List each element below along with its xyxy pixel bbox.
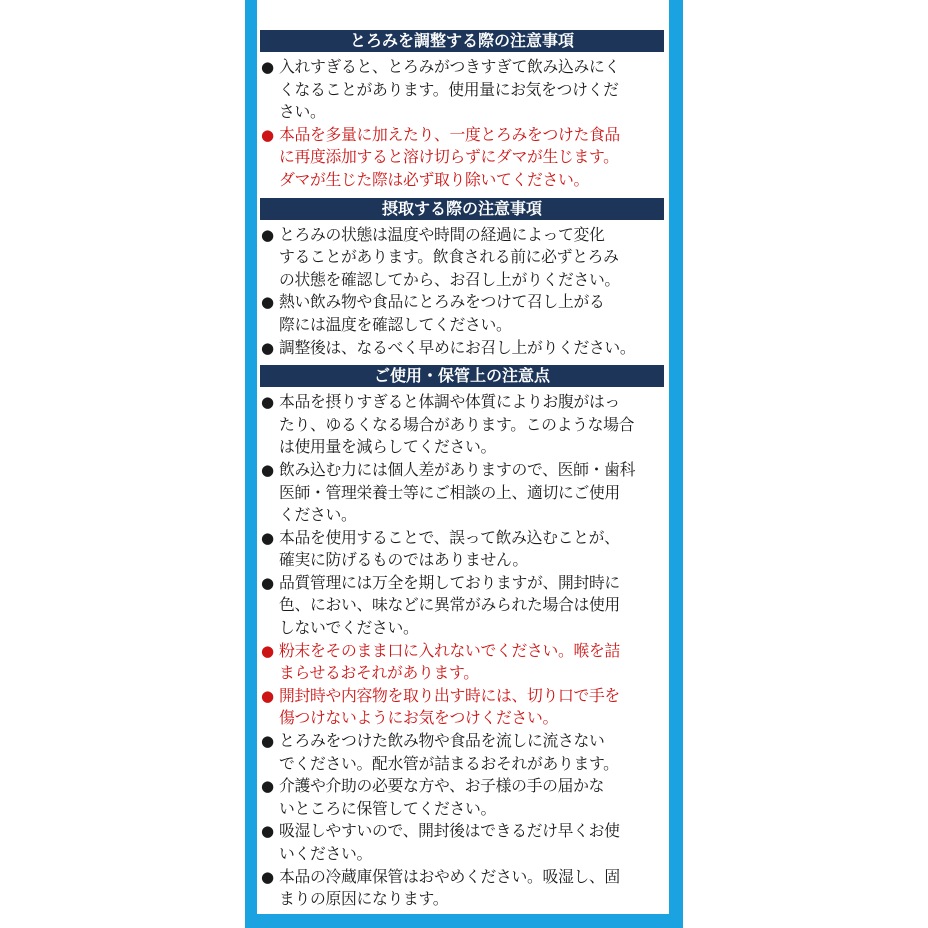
notice-item xyxy=(260,291,664,336)
precautions-content xyxy=(260,30,664,911)
item-text-line: 入れすぎると、とろみがつきすぎて飲み込みにく xyxy=(279,57,620,76)
notice-item xyxy=(260,391,664,459)
section-title: 摂取する際の注意事項 xyxy=(260,198,664,220)
section-title: とろみを調整する際の注意事項 xyxy=(260,30,664,52)
warning-item xyxy=(260,685,664,730)
item-text-line: 確実に防げるものではありません。 xyxy=(279,550,528,570)
item-text-line: くなることがあります。使用量にお気をつけくだ xyxy=(279,79,619,99)
notice-item xyxy=(260,820,664,865)
item-text-line: いください。 xyxy=(279,844,372,863)
item-text-line: 飲み込む力には個人差がありますので、医師・歯科 xyxy=(279,459,636,479)
section-intake xyxy=(260,198,664,360)
item-text-line: 本品を使用することで、誤って飲み込むことが、 xyxy=(279,527,620,547)
notice-item xyxy=(260,337,664,360)
notice-item xyxy=(260,459,664,527)
item-text-line: することがあります。飲食される前に必ずとろみ xyxy=(279,247,619,267)
bullet-icon: ● xyxy=(261,686,274,705)
bullet-icon: ● xyxy=(261,528,274,547)
notice-item xyxy=(260,775,664,820)
item-text-line: 粉末をそのまま口に入れないでください。喉を詰 xyxy=(279,640,620,660)
item-text-line: は使用量を減らしてください。 xyxy=(279,437,496,457)
bullet-icon: ● xyxy=(261,867,274,886)
section-title: ご使用・保管上の注意点 xyxy=(260,365,664,387)
bullet-icon: ● xyxy=(261,641,274,660)
item-text-line: 医師・管理栄養士等にご相談の上、適切にご使用 xyxy=(279,482,620,502)
bullet-icon: ● xyxy=(261,777,274,796)
item-text-line: ください。 xyxy=(279,505,357,525)
section-thickness-adjustment xyxy=(260,30,664,192)
notice-item xyxy=(260,866,664,911)
item-text-line: とろみの状態は温度や時間の経過によって変化 xyxy=(279,224,605,244)
bullet-icon: ● xyxy=(261,225,274,244)
item-text-line: 開封時や内容物を取り出す時には、切り口で手を xyxy=(279,685,620,705)
item-text-line: ダマが生じた際は必ず取り除いてください。 xyxy=(279,169,589,189)
item-text-line: まりの原因になります。 xyxy=(279,889,449,909)
item-text-line: に再度添加すると溶け切らずにダマが生じます。 xyxy=(279,147,619,167)
item-text-line: しないでください。 xyxy=(279,618,419,638)
bullet-icon: ● xyxy=(261,293,274,312)
item-text-line: 品質管理には万全を期しておりますが、開封時に xyxy=(279,572,620,592)
bullet-icon: ● xyxy=(261,460,274,479)
notice-item xyxy=(260,572,664,640)
item-text-line: まらせるおそれがあります。 xyxy=(279,663,479,683)
item-text-line: いところに保管してください。 xyxy=(279,798,496,818)
item-text-line: 本品の冷蔵庫保管はおやめください。吸湿し、固 xyxy=(279,866,620,886)
notice-item xyxy=(260,224,664,292)
item-text-line: さい。 xyxy=(279,102,326,122)
item-text-line: 本品を多量に加えたり、一度とろみをつけた食品 xyxy=(279,124,620,144)
bullet-icon: ● xyxy=(261,573,274,592)
item-text-line: 色、におい、味などに異常がみられた場合は使用 xyxy=(279,595,620,615)
section-use-storage xyxy=(260,365,664,911)
bullet-icon: ● xyxy=(261,822,274,841)
item-text-line: 調整後は、なるべく早めにお召し上がりください。 xyxy=(279,337,636,357)
notice-item xyxy=(260,56,664,124)
item-text-line: でください。配水管が詰まるおそれがあります。 xyxy=(279,753,619,773)
item-text-line: 熱い飲み物や食品にとろみをつけて召し上がる xyxy=(279,292,605,312)
item-text-line: たり、ゆるくなる場合があります。このような場合 xyxy=(279,414,635,434)
warning-item xyxy=(260,124,664,192)
warning-item xyxy=(260,640,664,685)
item-text-line: の状態を確認してから、お召し上がりください。 xyxy=(279,269,620,289)
bullet-icon: ● xyxy=(261,732,274,751)
item-text-line: 吸湿しやすいので、開封後はできるだけ早くお使 xyxy=(279,821,620,841)
item-text-line: 介護や介助の必要な方や、お子様の手の届かな xyxy=(279,776,605,796)
bullet-icon: ● xyxy=(261,58,274,76)
item-text-line: 際には温度を確認してください。 xyxy=(279,314,512,334)
notice-item xyxy=(260,527,664,572)
item-text-line: 傷つけないようにお気をつけください。 xyxy=(279,708,558,728)
item-text-line: 本品を摂りすぎると体調や体質によりお腹がはっ xyxy=(279,392,620,412)
bullet-icon: ● xyxy=(261,125,274,144)
bullet-icon: ● xyxy=(261,338,274,357)
notice-item xyxy=(260,730,664,775)
bullet-icon: ● xyxy=(261,393,274,412)
item-text-line: とろみをつけた飲み物や食品を流しに流さない xyxy=(279,731,605,751)
